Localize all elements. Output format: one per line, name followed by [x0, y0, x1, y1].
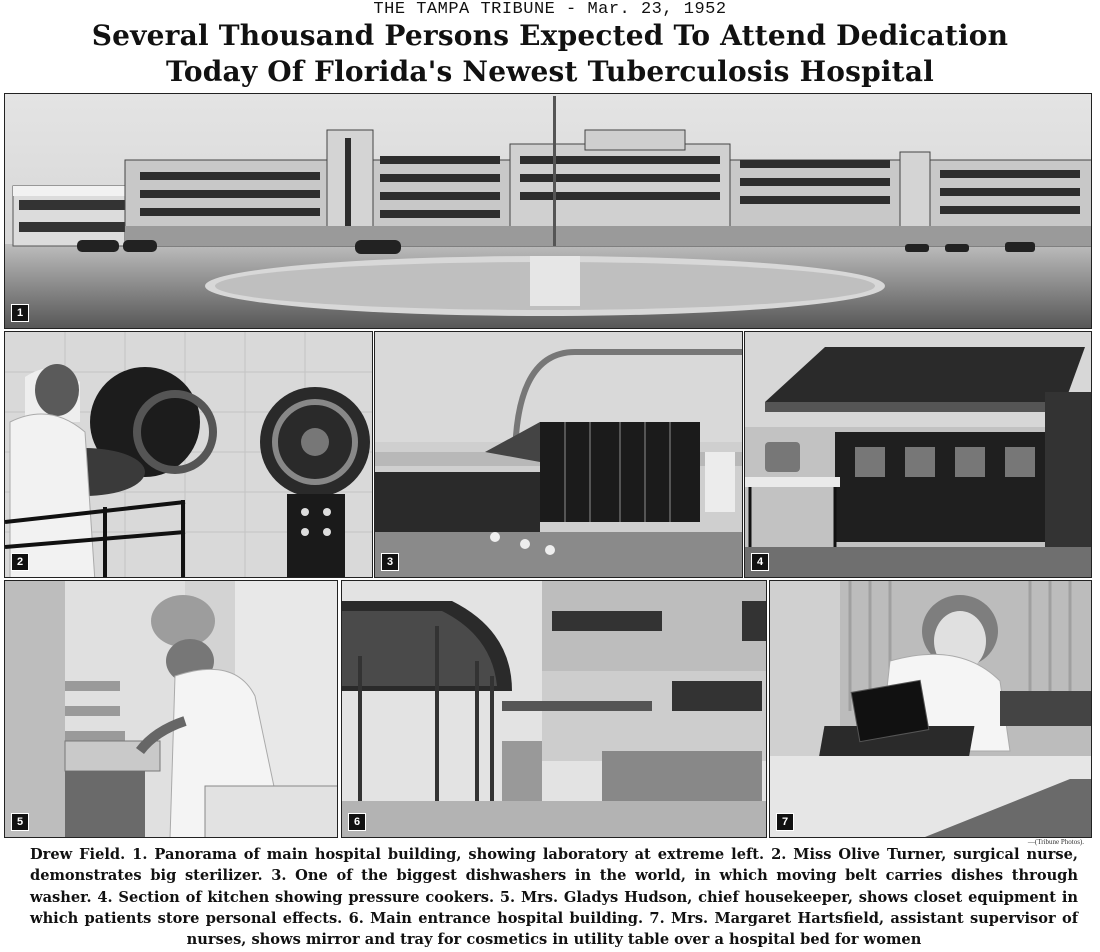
photo-number-badge: 6: [348, 813, 366, 831]
photo-1-panorama: [4, 93, 1092, 329]
headline-line-2: Today Of Florida's Newest Tuberculosis Hospital: [166, 55, 934, 88]
photo-2-sterilizer: [4, 331, 373, 578]
photo-5-closet: [4, 580, 338, 838]
photo-credit: —(Tribune Photos).: [1027, 838, 1084, 846]
photo-number-badge: 5: [11, 813, 29, 831]
photo-3-dishwasher: [374, 331, 743, 578]
photo-number-badge: 7: [776, 813, 794, 831]
photo-7-utility-table: [769, 580, 1092, 838]
photo-caption: Drew Field. 1. Panorama of main hospital building, showing laboratory at extreme left. 2. Miss Olive Turner, surgical nurse, demonstrates big sterilizer. 3. One of the biggest dishwashers in the world, in which moving belt carries dishes through washer. 4. Section of kitchen showing pressure cookers. 5. Mrs. Gladys Hudson, chief housekeeper, shows closet equipment in which patients store personal effects. 6. Main entrance hospital building. 7. Mrs. Margaret Hartsfield, assistant supervisor of nurses, shows mirror and tray for cosmetics in utility table over a hospital bed for women: [30, 846, 1078, 949]
photo-number-badge: 1: [11, 304, 29, 322]
photo-6-entrance: [341, 580, 767, 838]
headline-line-1: Several Thousand Persons Expected To Attend Dedication: [91, 19, 1009, 52]
photo-number-badge: 2: [11, 553, 29, 571]
photo-number-badge: 3: [381, 553, 399, 571]
photo-4-kitchen: [744, 331, 1092, 578]
dateline: THE TAMPA TRIBUNE - Mar. 23, 1952: [373, 0, 727, 19]
photo-number-badge: 4: [751, 553, 769, 571]
